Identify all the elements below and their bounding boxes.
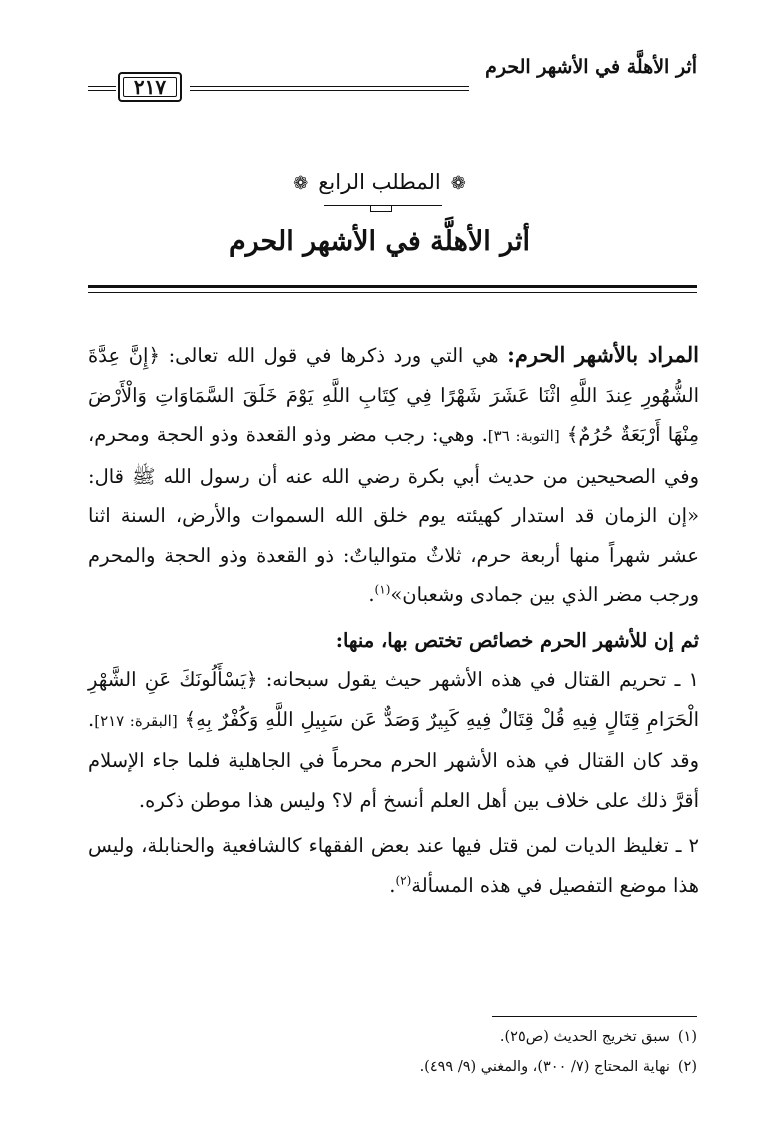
section-label-text: المطلب الرابع [318, 170, 441, 194]
ornament-icon: ❁ [293, 173, 309, 194]
page-number: ٢١٧ [118, 72, 182, 102]
verse-reference: [التوبة: ٣٦] [487, 427, 560, 445]
footnote [88, 1052, 697, 1082]
paragraph-text: تغليظ الديات لمن قتل فيها عند بعض الفقهاء كالشافعية والحنابلة، وليس هذا موضع التفصيل في هذه المسألة [88, 834, 699, 897]
quran-verse: ﴿يَسْأَلُونَكَ عَنِ الشَّهْرِ الْحَرَامِ قِتَالٍ فِيهِ قُلْ قِتَالٌ فِيهِ كَبِيرٌ وَصَدٌّ عَن سَبِيلِ اللَّهِ وَكُفْرٌ بِهِ﴾ [88, 668, 699, 731]
paragraph-text: . وهي: رجب مضر وذو القعدة وذو الحجة ومحرم، وفي الصحيحين من حديث أبي بكرة رضي الله عنه أن رسول الله ﷺ قال: «إن الزمان قد استدار كهيئته يوم خلق الله السموات والأرض، السنة اثنا عشر شهراً منها أربعة حرم، ثلاثٌ متوالياتٌ: ذو القعدة وذو الحجة والمحرم ورجب مضر الذي بين جمادى وشعبان» [88, 423, 699, 606]
section-underline-tab [370, 205, 392, 212]
quran-verse: ﴿إِنَّ عِدَّةَ الشُّهُورِ عِندَ اللَّهِ اثْنَا عَشَرَ شَهْرًا فِي كِتَابِ اللَّهِ يَوْمَ خَلَقَ السَّمَاوَاتِ وَالْأَرْضَ مِنْهَا أَرْبَعَةٌ حُرُمٌ﴾ [88, 344, 700, 446]
footnote-text: نهاية المحتاج (٧/ ٣٠٠)، والمغني (٩/ ٤٩٩). [419, 1059, 670, 1075]
footnote [88, 1022, 697, 1052]
paragraph-end: . [368, 583, 375, 606]
paragraph-end: . [389, 873, 396, 897]
paragraph-item-2 [88, 826, 699, 905]
chapter-title: أثر الأهلَّة في الأشهر الحرم [228, 226, 531, 257]
paragraph-text: تحريم القتال في هذه الأشهر حيث يقول سبحانه: [265, 668, 667, 691]
subheading-features: ثم إن للأشهر الحرم خصائص تختص بها، منها: [335, 628, 699, 652]
paragraph-text: . وقد كان القتال في هذه الأشهر الحرم محرماً في الجاهلية فلما جاء الإسلام أقرَّ ذلك على خلاف بين أهل العلم أنسخ أم لا؟ وليس هذا موطن ذكره. [88, 707, 699, 812]
footnote-text: سبق تخريج الحديث (ص٢٥). [499, 1029, 670, 1045]
header-rule-short [88, 86, 116, 91]
footnote-number: (٢) [677, 1059, 697, 1075]
footnotes [88, 1022, 697, 1082]
footnote-marker[interactable]: (٢) [395, 873, 412, 887]
defined-term: المراد بالأشهر الحرم: [507, 342, 700, 367]
item-number: ٢ ـ [675, 834, 699, 857]
title-rule-thin [88, 292, 697, 293]
verse-reference: [البقرة: ٢١٧] [94, 711, 178, 730]
header-rule [190, 86, 469, 91]
body-text [88, 335, 699, 905]
section-label [0, 170, 759, 194]
footnote-rule [492, 1016, 697, 1017]
ornament-icon: ❁ [450, 173, 466, 194]
item-number: ١ ـ [674, 668, 699, 691]
paragraph-definition [88, 335, 699, 615]
title-rule-thick [88, 285, 697, 288]
footnote-number: (١) [677, 1029, 697, 1045]
paragraph-text: هي التي ورد ذكرها في قول الله تعالى: [168, 344, 499, 367]
footnote-marker[interactable]: (١) [374, 582, 391, 597]
running-title: أثر الأهلَّة في الأشهر الحرم [485, 56, 697, 78]
paragraph-item-1 [88, 660, 699, 820]
